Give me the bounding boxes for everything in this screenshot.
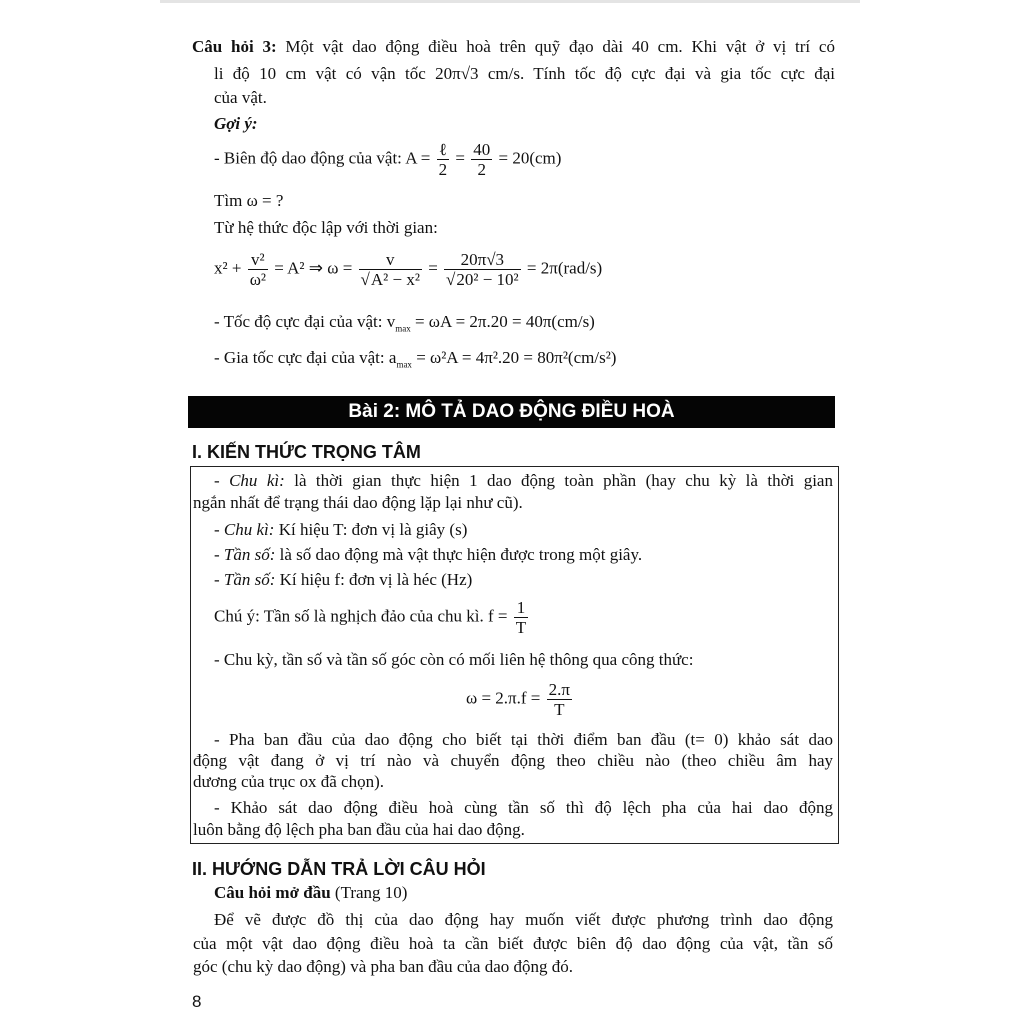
- frac-1-T: [514, 598, 528, 637]
- box-line: [214, 471, 833, 491]
- sqrt-arg: A² − x²: [370, 270, 420, 289]
- frac-l-2: [437, 140, 450, 179]
- num: 1: [514, 598, 528, 618]
- t: ω = 2.π.f =: [466, 688, 545, 708]
- term: Tần số:: [223, 570, 276, 589]
- eq: =: [451, 148, 470, 168]
- opening-question: [214, 883, 407, 903]
- page-number: 8: [192, 992, 202, 1011]
- t: Chú ý: Tần số là nghịch đảo của chu kì. f =: [214, 606, 512, 626]
- t: Kí hiệu f: đơn vị là héc (Hz): [275, 570, 473, 589]
- num: 2.π: [548, 680, 570, 699]
- box-line: dương của trục ox đã chọn).: [193, 772, 384, 791]
- t: -: [214, 545, 224, 564]
- den: √A² − x²: [360, 270, 420, 289]
- t: -: [214, 471, 230, 490]
- q3-text1: Một vật dao động điều hoà trên quỹ đạo dài 40 cm. Khi vật ở vị trí có: [276, 37, 835, 56]
- q3-line3: của vật.: [214, 88, 267, 107]
- find-omega: Tìm ω = ?: [214, 191, 284, 210]
- num: ℓ: [437, 140, 450, 160]
- section2-title: II. HƯỚNG DẪN TRẢ LỜI CÂU HỎI: [192, 859, 486, 879]
- relation-text: Từ hệ thức độc lập với thời gian:: [214, 218, 438, 237]
- box-line: [214, 520, 467, 540]
- t: = 2π(rad/s): [522, 258, 603, 278]
- den: 2: [438, 160, 448, 179]
- answer-line: của một vật dao động điều hoà ta cần biết được biên độ dao động của vật, tần số: [193, 934, 833, 953]
- t: = ω²A = 4π².20 = 80π²(cm/s²): [411, 348, 617, 367]
- t: =: [423, 258, 443, 278]
- t: -: [214, 520, 224, 539]
- t: = A² ⇒ ω =: [269, 258, 357, 278]
- frac-2pi-T: [547, 680, 572, 719]
- t: Kí hiệu T: đơn vị là giây (s): [274, 520, 468, 539]
- section1-title: I. KIẾN THỨC TRỌNG TÂM: [192, 442, 421, 462]
- box-line: [214, 545, 642, 565]
- note-line: [214, 598, 530, 637]
- den: √20² − 10²: [446, 270, 519, 289]
- term: Chu kì:: [229, 471, 285, 490]
- t: là thời gian thực hiện 1 dao động toàn phần (hay chu kỳ là thời gian: [284, 471, 833, 490]
- page-ref: (Trang 10): [330, 883, 408, 902]
- amp-text: - Biên độ dao động của vật: A =: [214, 148, 435, 168]
- omega-derivation: [214, 250, 602, 289]
- t: -: [214, 570, 224, 589]
- box-line: động vật đang ở vị trí nào và chuyển động theo chiều nào (theo chiều âm hay: [193, 751, 833, 770]
- num: 20π√3: [444, 250, 521, 270]
- frac-40-2: [471, 140, 492, 179]
- t: - Gia tốc cực đại của vật: a: [214, 348, 397, 367]
- sub: max: [395, 323, 411, 334]
- box-line: - Chu kỳ, tần số và tần số góc còn có mối liên hệ thông qua công thức:: [214, 650, 694, 669]
- box-line: - Pha ban đầu của dao động cho biết tại thời điểm ban đầu (t= 0) khảo sát dao: [214, 730, 833, 749]
- t: = ωA = 2π.20 = 40π(cm/s): [410, 312, 595, 331]
- frac-numeric: [444, 250, 521, 289]
- den: ω²: [249, 270, 266, 289]
- sub: max: [396, 359, 412, 370]
- num: v²: [248, 250, 268, 270]
- q3-label: Câu hỏi 3:: [192, 37, 277, 56]
- num: 40: [473, 140, 491, 159]
- num: v: [359, 250, 422, 270]
- box-line: - Khảo sát dao động điều hoà cùng tần số thì độ lệch pha của hai dao động: [214, 798, 833, 817]
- q3-line1: [192, 37, 835, 57]
- answer-line: Để vẽ được đồ thị của dao động hay muốn viết được phương trình dao động: [214, 910, 833, 929]
- t: là số dao động mà vật thực hiện được trong một giây.: [275, 545, 643, 564]
- t: x² +: [214, 258, 246, 278]
- vmax-line: [214, 312, 595, 338]
- sqrt-arg: 20² − 10²: [456, 270, 519, 289]
- box-line: ngắn nhất để trạng thái dao động lặp lại như cũ).: [193, 493, 523, 512]
- t: - Tốc độ cực đại của vật: v: [214, 312, 396, 331]
- box-line: [214, 570, 472, 590]
- q3-line2: li độ 10 cm vật có vận tốc 20π√3 cm/s. Tính tốc độ cực đại và gia tốc cực đại: [214, 64, 835, 83]
- term: Tần số:: [223, 545, 276, 564]
- frac-v-sqrt: [359, 250, 422, 289]
- sub-title: Câu hỏi mở đầu: [214, 883, 331, 902]
- box-line: luôn bằng độ lệch pha ban đầu của hai dao động.: [193, 820, 525, 839]
- den: T: [515, 618, 527, 637]
- den: 2: [477, 160, 486, 179]
- term: Chu kì:: [223, 520, 275, 539]
- frac-v-omega: [248, 250, 268, 289]
- amax-line: [214, 348, 616, 374]
- amplitude-formula: [214, 140, 561, 179]
- hint-label: Gợi ý:: [214, 114, 258, 133]
- den: T: [554, 700, 565, 719]
- page-top-edge: [160, 0, 860, 3]
- answer-line: góc (chu kỳ dao động) và pha ban đầu của dao động đó.: [193, 957, 574, 976]
- omega-formula: [466, 680, 574, 719]
- amp-result: = 20(cm): [494, 148, 562, 168]
- lesson-title-bar: Bài 2: MÔ TẢ DAO ĐỘNG ĐIỀU HOÀ: [188, 396, 835, 428]
